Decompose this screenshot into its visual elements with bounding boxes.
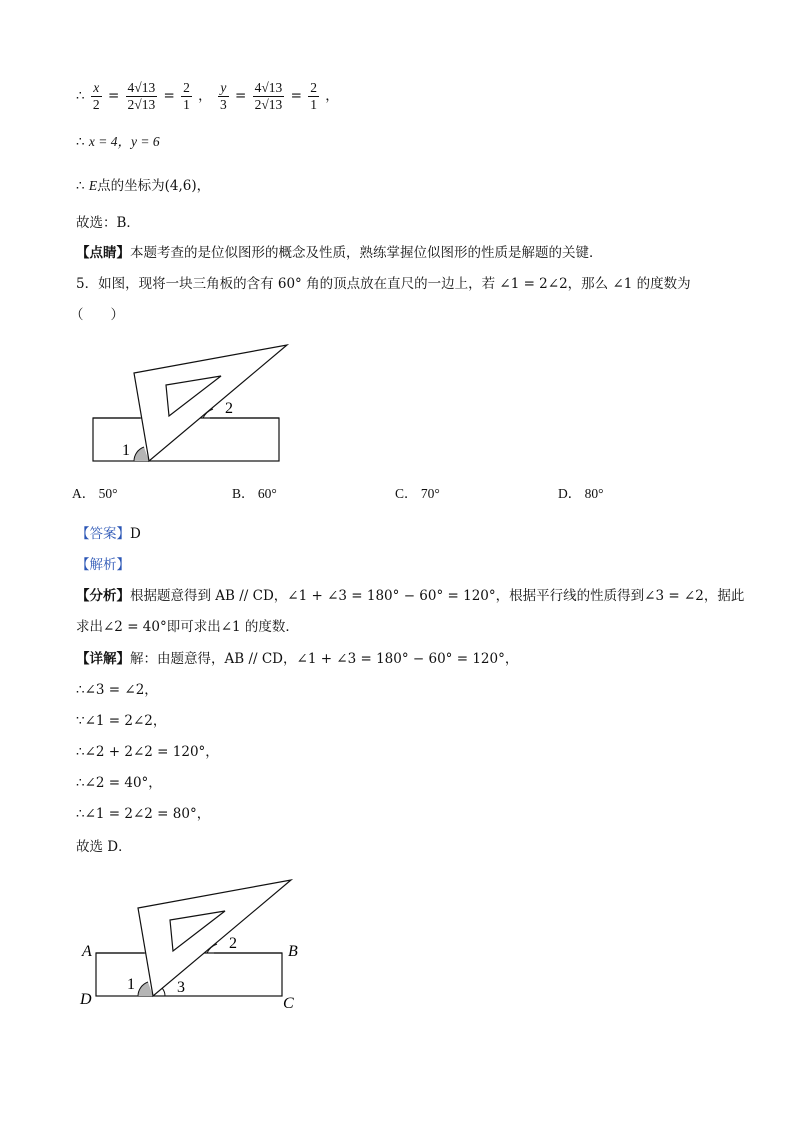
option-b[interactable]: B． 60° bbox=[232, 486, 277, 501]
answer-line: 【答案】D bbox=[76, 526, 141, 542]
fenxi-line-2: 求出∠2 = 40°即可求出∠1 的度数． bbox=[76, 619, 299, 635]
jiexi-heading: 【解析】 bbox=[76, 557, 130, 573]
fraction-root: $\frac{4√13}{2√13}$ bbox=[127, 80, 156, 112]
label-3: 3 bbox=[177, 979, 185, 996]
label-A: A bbox=[82, 943, 92, 960]
step-6: 故选 D． bbox=[76, 839, 132, 855]
therefore-symbol: ∴ bbox=[76, 88, 85, 104]
label-2: 2 bbox=[225, 400, 233, 417]
fraction-y-over-3: $\frac{y}{3}$ bbox=[219, 80, 227, 112]
fraction-root-2: $\frac{4√13}{2√13}$ bbox=[254, 80, 283, 112]
figure-1-triangle-ruler bbox=[86, 340, 316, 470]
step-1: ∴∠3 = ∠2， bbox=[76, 682, 158, 698]
triangle-outer-2 bbox=[138, 880, 291, 996]
triangle-outer bbox=[134, 345, 287, 461]
label-1: 1 bbox=[122, 442, 130, 459]
option-a[interactable]: A． 50° bbox=[72, 486, 118, 501]
label-2-b: 2 bbox=[229, 935, 237, 952]
option-c[interactable]: C． 70° bbox=[395, 486, 440, 501]
fraction-2-over-1-b: $\frac{2}{1}$ bbox=[310, 80, 317, 112]
label-D: D bbox=[80, 991, 92, 1008]
step-5: ∴∠1 = 2∠2 = 80°， bbox=[76, 806, 211, 822]
figure-2-triangle-ruler-labeled bbox=[76, 876, 316, 1016]
label-B: B bbox=[288, 943, 298, 960]
fraction-x-over-2: $\frac{x}{2}$ bbox=[92, 80, 100, 112]
xiangjie-line: 【详解】解：由题意得，AB // CD，∠1 + ∠3 = 180° − 60° = 120°， bbox=[76, 651, 519, 667]
fenxi-line: 【分析】根据题意得到 AB // CD，∠1 + ∠3 = 180° − 60° = 120°，根据平行线的性质得到∠3 = ∠2，据此 bbox=[76, 588, 745, 604]
step-2: ∵∠1 = 2∠2， bbox=[76, 713, 167, 729]
choice-line-b: 故选：B． bbox=[76, 215, 140, 231]
step-4: ∴∠2 = 40°， bbox=[76, 775, 162, 791]
label-C: C bbox=[283, 995, 294, 1012]
option-d[interactable]: D． 80° bbox=[558, 486, 604, 501]
angle-3-arc bbox=[162, 988, 165, 996]
dianjing-line: 【点睛】本题考查的是位似图形的概念及性质，熟练掌握位似图形的性质是解题的关键． bbox=[76, 245, 603, 261]
equation-fractions: ∴ $\frac{x}{2}$ = $\frac{4√13}{2√13}$ = $\frac{2}{1}$ ， $\frac{y}{3}$ = $\frac{4√13}{2√13}$ = $\frac{2}{1}$ ， bbox=[76, 80, 339, 112]
fraction-2-over-1: $\frac{2}{1}$ bbox=[183, 80, 190, 112]
step-3: ∴∠2 + 2∠2 = 120°， bbox=[76, 744, 219, 760]
question-5: 5．如图，现将一块三角板的含有 60° 角的顶点放在直尺的一边上，若 ∠1 = 2∠2，那么 ∠1 的度数为 bbox=[76, 276, 691, 292]
solution-line-xy: ∴ x = 4，y = 6 bbox=[76, 134, 160, 150]
solution-line-e-coord: ∴ E点的坐标为(4,6)， bbox=[76, 178, 211, 194]
label-1-b: 1 bbox=[127, 976, 135, 993]
question-5-paren: （ ） bbox=[70, 307, 124, 323]
